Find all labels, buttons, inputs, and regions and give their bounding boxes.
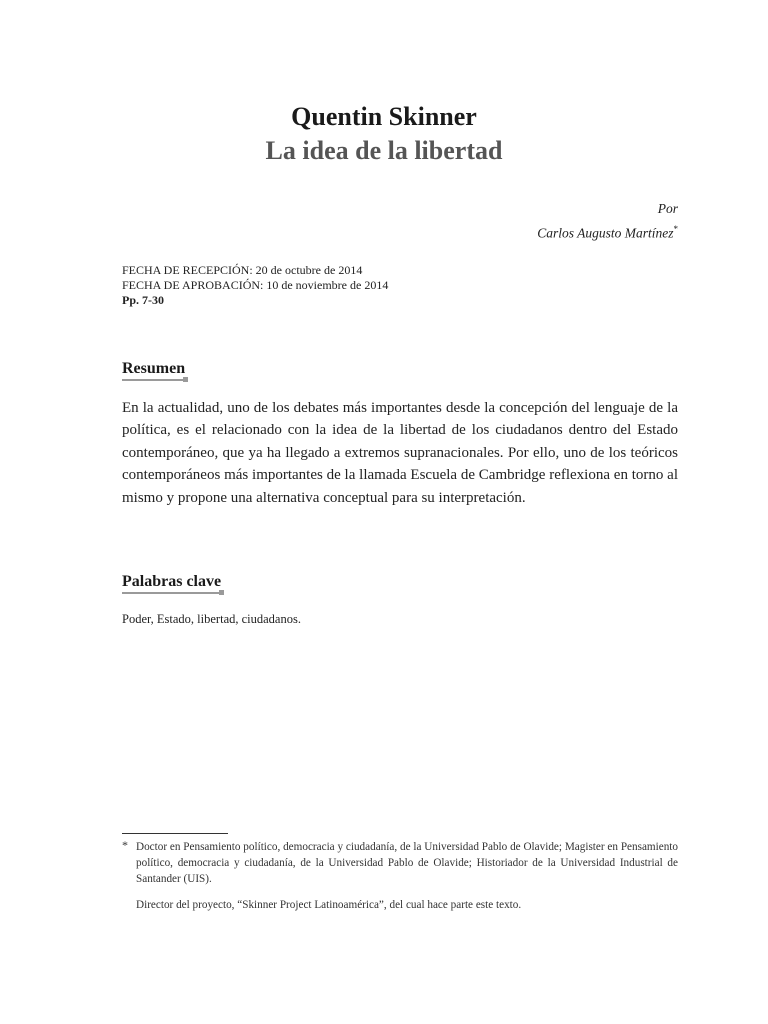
author-footnote-mark: * [673,224,678,234]
page-range: Pp. 7-30 [122,293,164,307]
keywords-heading: Palabras clave [122,573,222,590]
abstract-heading-rule [122,379,185,381]
abstract-text: En la actualidad, uno de los debates más importantes desde la concepción del lenguaje de la política, es el relacionado con la idea de la libertad de los ciudadanos dentro del Estado contemporáneo, que ya ha llegado a extremos supranacionales. Por ello, uno de los teóricos contemporáneos más importantes de la llamada Escuela de Cambridge reflexiona en torno al mismo y propone una alternativa conceptual para su interpretación. [122,400,678,506]
approved-date: FECHA DE APROBACIÓN: 10 de noviembre de 2014 [122,278,389,292]
footnote-text: Doctor en Pensamiento político, democracia y ciudadanía, de la Universidad Pablo de Olavide; Magister en Pensamiento político, democracia y ciudadanía, de la Universidad Pablo de Olavide; Historiador de la Universidad Industrial de Santander (UIS). [136,841,678,885]
keywords-text: Poder, Estado, libertad, ciudadanos. [122,612,301,626]
footnote [122,839,678,887]
publication-dates [122,263,388,308]
keywords-heading-block [122,573,221,594]
author-line [537,219,678,244]
received-date: FECHA DE RECEPCIÓN: 20 de octubre de 2014 [122,263,363,277]
author-name: Carlos Augusto Martínez [537,225,674,241]
title-block [0,100,768,168]
abstract-heading-block [122,360,185,381]
keywords-heading-rule [122,592,221,594]
footnote-extra: Director del proyecto, “Skinner Project Latinoamérica”, del cual hace parte este texto. [136,899,522,911]
footnote-mark: * [122,838,128,852]
footnote-divider [122,833,228,834]
article-subtitle: La idea de la libertad [265,136,503,165]
abstract-heading: Resumen [122,360,186,377]
byline [537,198,678,244]
article-title: Quentin Skinner [291,102,477,131]
byline-por: Por [657,201,678,216]
